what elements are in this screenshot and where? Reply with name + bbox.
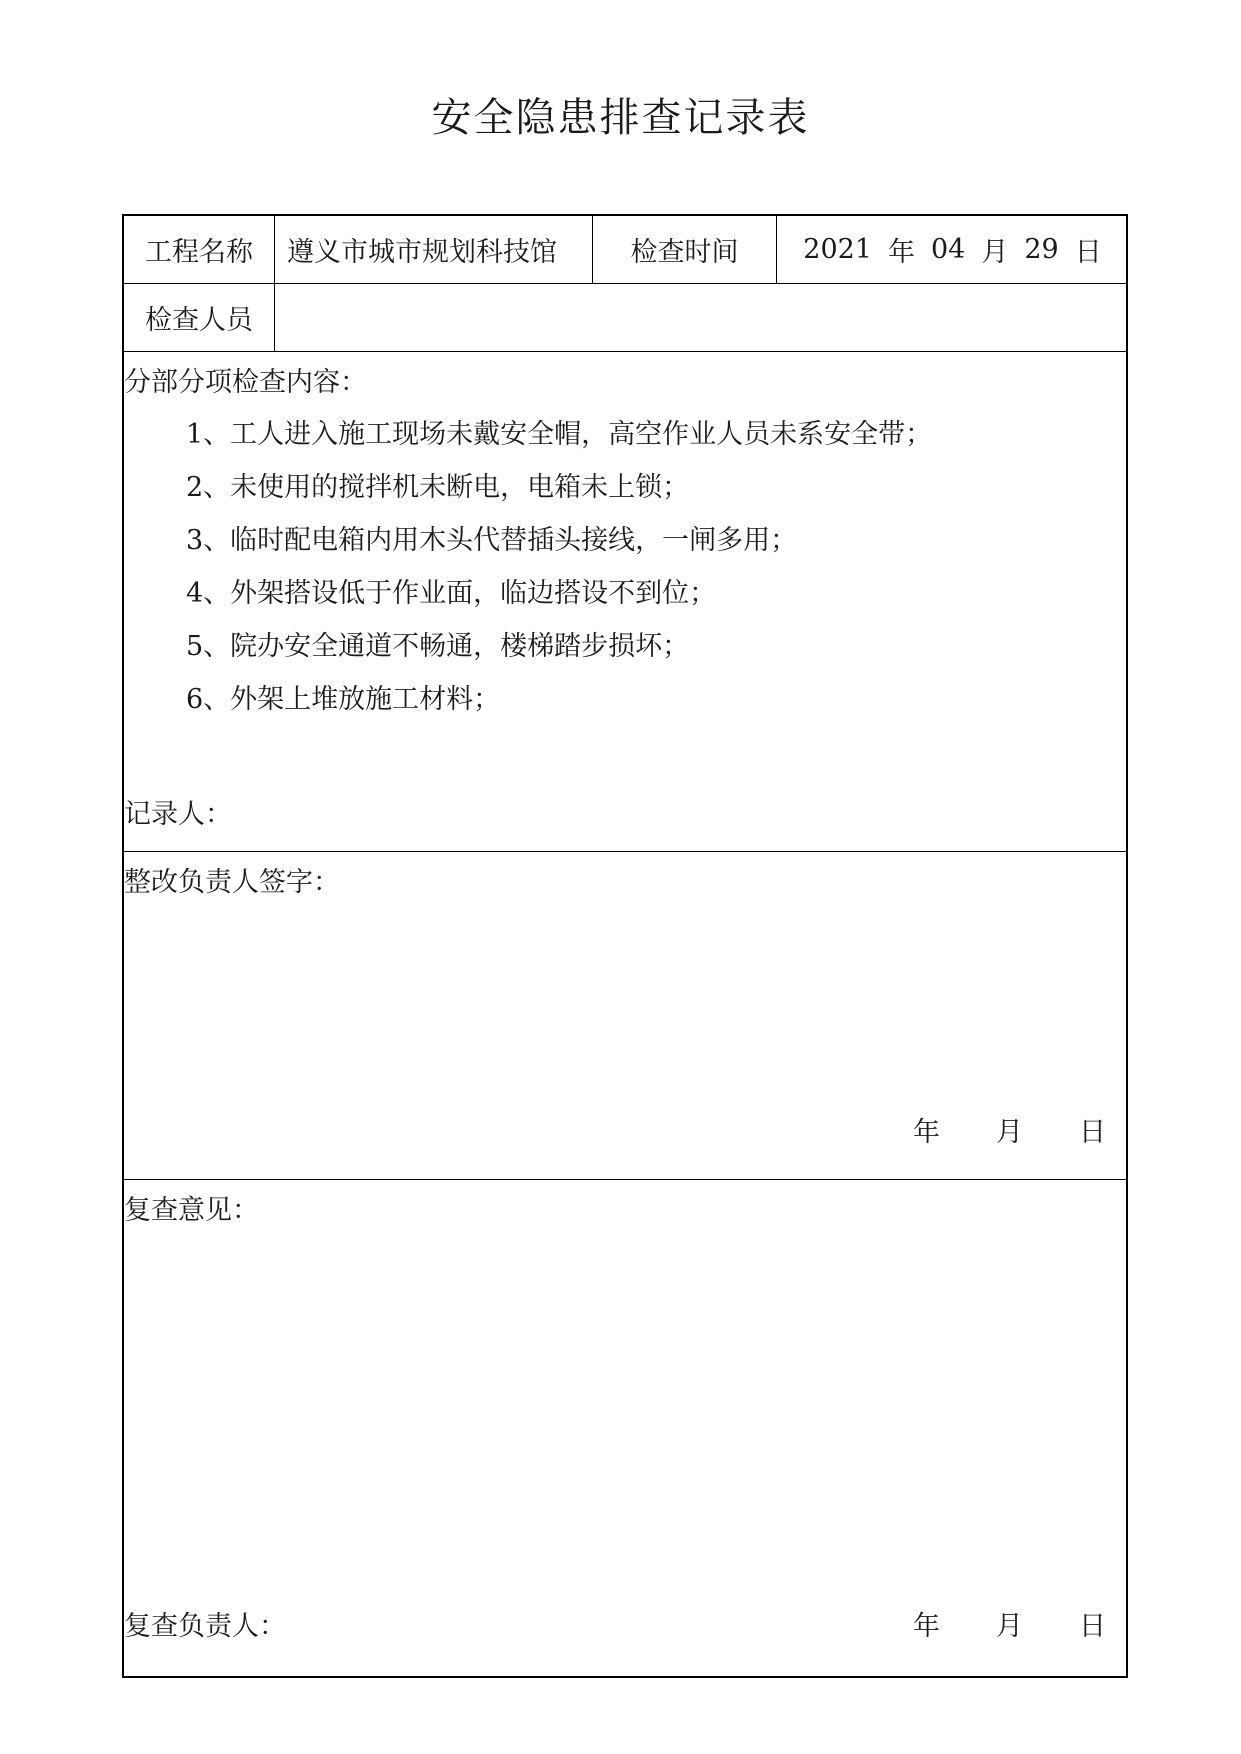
inspection-time-label: 检查时间	[593, 216, 777, 283]
date-day: 29	[1024, 234, 1059, 265]
review-day-unit: 日	[1079, 1611, 1106, 1642]
inspector-value-field[interactable]	[275, 284, 1128, 351]
date-year-unit: 年	[888, 237, 915, 268]
rectification-year-unit: 年	[913, 1117, 940, 1148]
rectification-section	[124, 852, 1126, 1180]
review-responsible-label: 复查负责人：	[124, 1611, 286, 1642]
project-name-value[interactable]: 遵义市城市规划科技馆	[275, 216, 593, 283]
date-month: 04	[931, 234, 966, 265]
hazard-item: 4、外架搭设低于作业面，临边搭设不到位；	[186, 578, 717, 609]
rectification-month-unit: 月	[996, 1117, 1023, 1148]
recorder-label: 记录人：	[124, 799, 232, 830]
review-year-unit: 年	[913, 1611, 940, 1642]
inspector-label: 检查人员	[124, 284, 275, 351]
review-section	[124, 1180, 1126, 1678]
review-opinion-label: 复查意见：	[124, 1195, 259, 1226]
hazard-item: 3、临时配电箱内用木头代替插头接线，一闸多用；	[186, 525, 798, 556]
inspection-content-heading: 分部分项检查内容：	[124, 367, 367, 398]
rectification-date	[913, 1116, 1106, 1150]
hazard-item: 1、工人进入施工现场未戴安全帽，高空作业人员未系安全带；	[186, 419, 933, 450]
inspection-date-value[interactable]	[777, 216, 1128, 283]
hazard-item: 2、未使用的搅拌机未断电，电箱未上锁；	[186, 472, 690, 503]
review-month-unit: 月	[996, 1611, 1023, 1642]
date-day-unit: 日	[1074, 237, 1102, 268]
hazard-item: 5、院办安全通道不畅通，楼梯踏步损坏；	[186, 631, 690, 662]
review-date	[913, 1610, 1106, 1644]
date-year: 2021	[803, 234, 872, 265]
document-title: 安全隐患排查记录表	[431, 95, 810, 141]
project-name-label: 工程名称	[124, 216, 275, 283]
header-row	[124, 216, 1126, 284]
inspection-content-section	[124, 352, 1126, 852]
rectification-signature-label: 整改负责人签字：	[124, 867, 340, 898]
inspection-form-table	[122, 214, 1128, 1678]
rectification-day-unit: 日	[1079, 1117, 1106, 1148]
hazard-item: 6、外架上堆放施工材料；	[186, 684, 501, 715]
hazard-list	[186, 418, 932, 736]
inspector-row	[124, 284, 1126, 352]
date-month-unit: 月	[981, 237, 1009, 268]
